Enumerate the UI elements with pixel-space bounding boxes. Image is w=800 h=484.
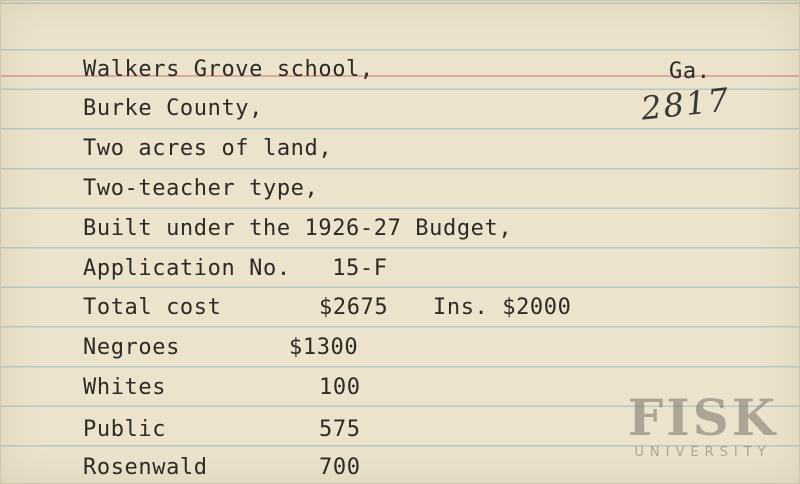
land-area: Two acres of land, [83, 136, 333, 161]
contribution-label: Whites [83, 375, 167, 400]
state-abbreviation: Ga. [669, 59, 711, 84]
watermark-name: FISK [627, 388, 779, 447]
contribution-amount: 700 [319, 455, 361, 480]
total-cost-amount: $2675 [319, 295, 389, 320]
handwritten-card-number: 2817 [639, 80, 733, 128]
school-name: Walkers Grove school, [83, 57, 374, 82]
contribution-amount: $1300 [289, 335, 359, 360]
application-number: Application No. 15-F [83, 256, 388, 281]
contribution-label: Rosenwald [83, 455, 208, 480]
building-type: Two-teacher type, [83, 176, 319, 201]
watermark-subtitle: UNIVERSITY [634, 445, 772, 460]
contribution-amount: 100 [319, 375, 361, 400]
insurance-amount: Ins. $2000 [433, 295, 572, 320]
total-cost-label: Total cost [83, 295, 222, 320]
contribution-label: Public [83, 417, 167, 442]
contribution-amount: 575 [319, 417, 361, 442]
contribution-label: Negroes [83, 335, 180, 360]
county: Burke County, [83, 96, 263, 121]
budget-year: Built under the 1926-27 Budget, [83, 216, 513, 241]
fisk-university-watermark [615, 388, 791, 460]
